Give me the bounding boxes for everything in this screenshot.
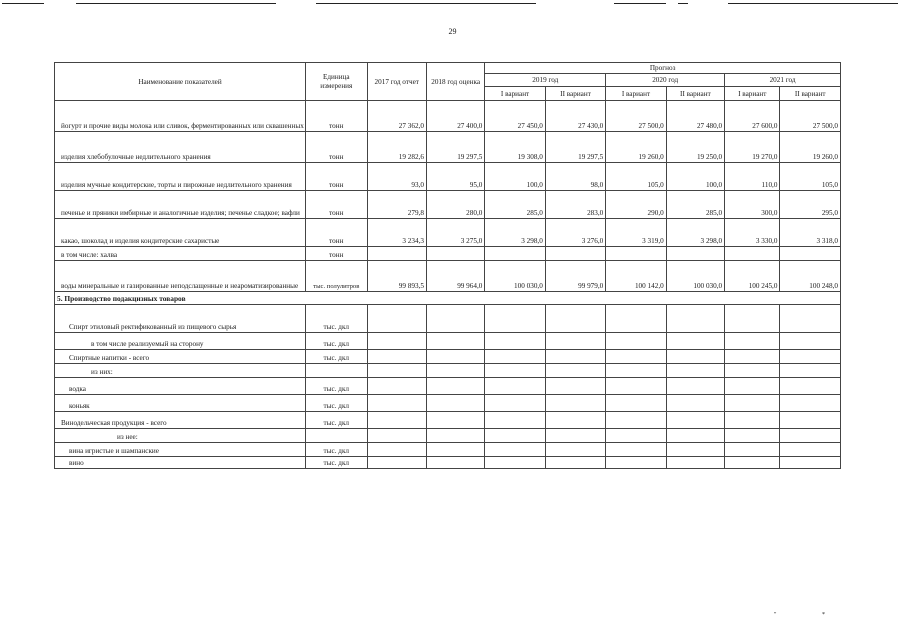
header-variant-1: I вариант	[606, 87, 666, 101]
header-2021: 2021 год	[725, 74, 841, 87]
table-row	[55, 333, 841, 350]
cell-value: 19 308,0	[485, 132, 545, 163]
cell-value	[666, 247, 724, 261]
row-name: в том числе реализуемый на сторону	[55, 333, 306, 350]
row-unit: тыс. дкл	[306, 333, 367, 350]
header-variant-2: II вариант	[666, 87, 724, 101]
cell-value: 3 319,0	[606, 219, 666, 247]
row-unit: тыс. дкл	[306, 378, 367, 395]
header-variant-1: I вариант	[725, 87, 780, 101]
table-row	[55, 219, 841, 247]
cell-value: 19 260,0	[780, 132, 841, 163]
cell-value: 100 142,0	[606, 261, 666, 292]
table-header	[55, 63, 841, 101]
row-name: коньяк	[55, 395, 306, 412]
table-row	[55, 132, 841, 163]
row-name: воды минеральные и газированные неподслащенные и неароматизированные	[55, 261, 306, 292]
row-name: изделия мучные кондитерские, торты и пирожные недлительного хранения	[55, 163, 306, 191]
cell-value: 3 298,0	[666, 219, 724, 247]
cell-value	[367, 247, 426, 261]
cell-value: 27 500,0	[780, 101, 841, 132]
scan-artifact-line	[728, 3, 898, 4]
header-variant-1: I вариант	[485, 87, 545, 101]
cell-value	[725, 247, 780, 261]
row-name: Винодельческая продукция - всего	[55, 412, 306, 429]
cell-value: 27 362,0	[367, 101, 426, 132]
section-title: 5. Производство подакцизных товаров	[55, 292, 841, 305]
cell-value: 3 330,0	[725, 219, 780, 247]
cell-value	[606, 247, 666, 261]
table-row	[55, 443, 841, 457]
row-name: йогурт и прочие виды молока или сливок, ферментированных или сквашенных	[55, 101, 306, 132]
cell-value: 110,0	[725, 163, 780, 191]
row-name: из них:	[55, 364, 306, 378]
cell-value	[426, 247, 484, 261]
row-unit: тонн	[306, 247, 367, 261]
header-variant-2: II вариант	[780, 87, 841, 101]
table-row	[55, 412, 841, 429]
table-row	[55, 457, 841, 469]
table-row	[55, 101, 841, 132]
cell-value: 3 318,0	[780, 219, 841, 247]
cell-value: 3 276,0	[545, 219, 605, 247]
cell-value: 27 450,0	[485, 101, 545, 132]
cell-value: 285,0	[666, 191, 724, 219]
cell-value: 19 270,0	[725, 132, 780, 163]
cell-value: 300,0	[725, 191, 780, 219]
row-name: из нее:	[55, 429, 306, 443]
page-number: 29	[448, 27, 457, 36]
cell-value: 100,0	[666, 163, 724, 191]
header-forecast: Прогноз	[485, 63, 841, 74]
cell-value: 280,0	[426, 191, 484, 219]
table-row	[55, 191, 841, 219]
cell-value: 279,8	[367, 191, 426, 219]
row-unit	[306, 364, 367, 378]
section-header-row	[55, 292, 841, 305]
cell-value: 100 245,0	[725, 261, 780, 292]
cell-value: 3 298,0	[485, 219, 545, 247]
header-2018: 2018 год оценка	[426, 63, 484, 101]
table-row	[55, 261, 841, 292]
cell-value	[485, 247, 545, 261]
table-row	[55, 429, 841, 443]
table-row	[55, 163, 841, 191]
header-variant-2: II вариант	[545, 87, 605, 101]
row-name: водка	[55, 378, 306, 395]
cell-value: 100 030,0	[666, 261, 724, 292]
forecast-table	[54, 62, 841, 469]
row-name: Спирт этиловый ректификованный из пищевого сырья	[55, 305, 306, 333]
cell-value: 27 480,0	[666, 101, 724, 132]
cell-value: 99 979,0	[545, 261, 605, 292]
row-unit: тонн	[306, 191, 367, 219]
header-2020: 2020 год	[606, 74, 725, 87]
cell-value: 105,0	[606, 163, 666, 191]
cell-value	[780, 247, 841, 261]
row-unit: тыс. дкл	[306, 412, 367, 429]
row-unit: тыс. дкл	[306, 443, 367, 457]
cell-value: 285,0	[485, 191, 545, 219]
row-unit: тыс. полулитров	[306, 261, 367, 292]
cell-value: 295,0	[780, 191, 841, 219]
cell-value: 19 297,5	[545, 132, 605, 163]
scan-artifact-line	[76, 3, 276, 4]
row-unit: тыс. дкл	[306, 350, 367, 364]
cell-value: 19 282,6	[367, 132, 426, 163]
cell-value: 283,0	[545, 191, 605, 219]
table-row	[55, 364, 841, 378]
cell-value: 98,0	[545, 163, 605, 191]
cell-value: 27 600,0	[725, 101, 780, 132]
cell-value: 27 500,0	[606, 101, 666, 132]
row-unit: тонн	[306, 163, 367, 191]
cell-value: 19 260,0	[606, 132, 666, 163]
cell-value: 19 297,5	[426, 132, 484, 163]
row-unit: тонн	[306, 219, 367, 247]
table-row	[55, 247, 841, 261]
row-name: какао, шоколад и изделия кондитерские сахаристые	[55, 219, 306, 247]
cell-value: 100 030,0	[485, 261, 545, 292]
header-unit: Единица измерения	[306, 63, 367, 101]
cell-value: 3 275,0	[426, 219, 484, 247]
header-2017: 2017 год отчет	[367, 63, 426, 101]
cell-value: 19 250,0	[666, 132, 724, 163]
table-row	[55, 395, 841, 412]
row-unit: тыс. дкл	[306, 305, 367, 333]
row-name: вино	[55, 457, 306, 469]
cell-value: 27 430,0	[545, 101, 605, 132]
cell-value: 3 234,3	[367, 219, 426, 247]
cell-value: 100,0	[485, 163, 545, 191]
cell-value: 290,0	[606, 191, 666, 219]
table-row	[55, 378, 841, 395]
cell-value: 105,0	[780, 163, 841, 191]
cell-value: 99 964,0	[426, 261, 484, 292]
header-2019: 2019 год	[485, 74, 606, 87]
row-name: Спиртные напитки - всего	[55, 350, 306, 364]
scan-artifact-line	[678, 3, 688, 4]
scan-artifact-line	[2, 3, 44, 4]
cell-value: 27 400,0	[426, 101, 484, 132]
row-name: в том числе: халва	[55, 247, 306, 261]
row-name: вина игристые и шампанские	[55, 443, 306, 457]
scan-artifact-line	[614, 3, 666, 4]
row-name: печенье и пряники имбирные и аналогичные изделия; печенье сладкое; вафли	[55, 191, 306, 219]
row-unit	[306, 429, 367, 443]
row-unit: тыс. дкл	[306, 395, 367, 412]
header-name: Наименование показателей	[55, 63, 306, 101]
cell-value	[545, 247, 605, 261]
cell-value: 99 893,5	[367, 261, 426, 292]
row-name: изделия хлебобулочные недлительного хранения	[55, 132, 306, 163]
table-body	[55, 101, 841, 469]
scan-artifact-line	[316, 3, 536, 4]
cell-value: 95,0	[426, 163, 484, 191]
cell-value: 93,0	[367, 163, 426, 191]
row-unit: тонн	[306, 101, 367, 132]
scan-corner-marks: " *	[774, 612, 847, 618]
row-unit: тонн	[306, 132, 367, 163]
table-row	[55, 305, 841, 333]
row-unit: тыс. дкл	[306, 457, 367, 469]
table-row	[55, 350, 841, 364]
cell-value: 100 248,0	[780, 261, 841, 292]
